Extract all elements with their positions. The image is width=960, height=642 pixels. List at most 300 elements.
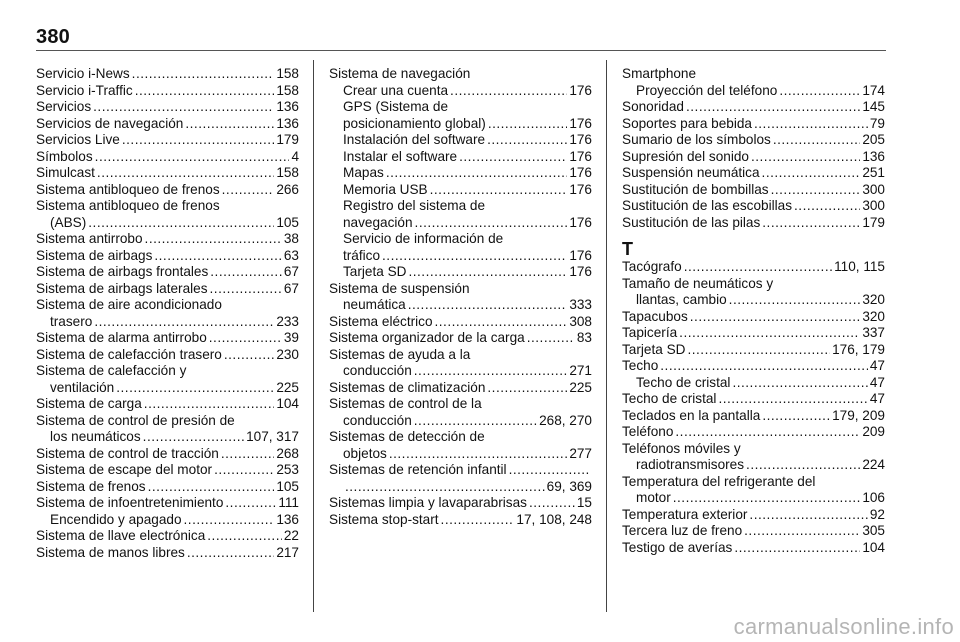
index-entry-label: objetos xyxy=(343,445,387,461)
index-entry-label: Tapacubos xyxy=(622,308,688,324)
index-entry xyxy=(329,495,592,512)
index-entry xyxy=(36,281,299,298)
index-entry-page: 111 xyxy=(278,495,299,510)
leader-dots xyxy=(214,462,274,479)
index-entry-heading: Sistema de calefacción y xyxy=(36,363,187,378)
leader-dots xyxy=(414,413,537,430)
index-entry-label: Sistema de airbags frontales xyxy=(36,264,209,279)
index-entry-label: Sistema de carga xyxy=(36,396,142,411)
leader-dots xyxy=(660,358,868,375)
index-entry-heading: Smartphone xyxy=(622,66,697,81)
index-entry-label: Proyección del teléfono xyxy=(636,82,778,98)
index-entry xyxy=(622,342,885,359)
index-entry-label: Tacógrafo xyxy=(622,259,682,274)
leader-dots xyxy=(435,314,568,331)
index-entry-page: 266 xyxy=(276,181,299,197)
leader-dots xyxy=(143,429,244,446)
index-column-1 xyxy=(36,66,299,561)
index-entry xyxy=(329,314,592,331)
index-entry xyxy=(329,479,592,496)
index-entry-heading: Sistema de aire acondicionado xyxy=(36,297,222,312)
leader-dots xyxy=(209,330,282,347)
index-entry-page: 209 xyxy=(862,424,885,439)
index-entry-label: Sistema de alarma antirrobo xyxy=(36,330,207,345)
leader-dots xyxy=(94,314,274,331)
index-entry xyxy=(329,149,592,166)
index-entry-page: 176 xyxy=(569,115,592,131)
index-entry-label: Crear una cuenta xyxy=(343,82,449,98)
index-entry-page: 174 xyxy=(862,82,885,98)
leader-dots xyxy=(673,490,861,507)
leader-dots xyxy=(718,391,867,408)
index-entry-heading: Tamaño de neumáticos y xyxy=(622,275,774,291)
index-column-3 xyxy=(622,66,885,556)
index-entry-page: 224 xyxy=(862,457,885,472)
index-letter-heading: T xyxy=(622,239,633,259)
index-entry xyxy=(36,66,299,83)
index-entry-page: 253 xyxy=(276,462,299,477)
index-entry-label: Suspensión neumática xyxy=(622,165,760,180)
index-entry-page: 79 xyxy=(869,115,885,131)
index-entry-heading: Registro del sistema de xyxy=(343,198,486,213)
index-entry-label: Sustitución de las pilas xyxy=(622,214,761,230)
index-entry xyxy=(329,512,592,529)
watermark: carmanualsonline.info xyxy=(733,614,954,639)
index-entry xyxy=(36,215,299,232)
index-entry xyxy=(36,380,299,397)
page-number: 380 xyxy=(36,26,70,48)
leader-dots xyxy=(408,297,568,314)
index-entry-label: Sistema de control de tracción xyxy=(36,445,219,461)
index-entry-label: Sistemas de retención infantil xyxy=(329,462,507,477)
leader-dots xyxy=(414,363,568,380)
index-entry-page: 337 xyxy=(862,325,885,340)
index-entry-label: Sustitución de las escobillas xyxy=(622,198,793,213)
leader-dots xyxy=(754,116,868,133)
leader-dots xyxy=(221,446,274,463)
leader-dots xyxy=(450,83,567,100)
index-entry-page: 22 xyxy=(283,528,299,543)
index-entry xyxy=(622,99,885,116)
index-entry-page: 63 xyxy=(283,247,299,263)
leader-dots xyxy=(684,259,832,276)
index-entry xyxy=(36,446,299,463)
index-entry-label: Sistema de infoentretenimiento xyxy=(36,495,224,510)
leader-dots xyxy=(382,248,567,265)
index-entry-page: 158 xyxy=(276,165,299,180)
index-entry-heading: Sistemas de ayuda a la xyxy=(329,346,471,362)
index-entry-page: 39 xyxy=(283,330,299,345)
index-entry-label: Tercera luz de freno xyxy=(622,523,743,538)
leader-dots xyxy=(210,264,282,281)
index-entry xyxy=(329,165,592,182)
index-entry-label: Servicios xyxy=(36,99,92,114)
leader-dots xyxy=(430,182,568,199)
index-entry xyxy=(622,358,885,375)
index-entry-label: Tapicería xyxy=(622,325,678,340)
index-entry-page: 268 xyxy=(276,445,299,461)
index-entry xyxy=(36,429,299,446)
index-entry xyxy=(36,165,299,182)
index-entry-page: 230 xyxy=(276,346,299,362)
leader-dots xyxy=(749,507,867,524)
index-entry-page: 268, 270 xyxy=(539,412,592,428)
index-entry xyxy=(36,132,299,149)
index-entry xyxy=(36,264,299,281)
index-entry xyxy=(329,116,592,133)
index-entry-heading: Temperatura del refrigerante del xyxy=(622,473,816,489)
index-entry xyxy=(36,116,299,133)
leader-dots xyxy=(762,165,861,182)
index-entry-heading: Sistema antibloqueo de frenos xyxy=(36,198,220,213)
index-entry xyxy=(622,116,885,133)
index-entry-label: Techo de cristal xyxy=(636,374,731,390)
index-entry xyxy=(622,375,885,392)
index-entry xyxy=(329,132,592,149)
index-entry-page: 104 xyxy=(862,539,885,555)
leader-dots xyxy=(441,512,515,529)
leader-dots xyxy=(488,116,567,133)
leader-dots xyxy=(207,528,282,545)
leader-dots xyxy=(224,347,274,364)
index-entry-page: 320 xyxy=(862,292,885,307)
index-entry-label: tráfico xyxy=(343,247,381,263)
leader-dots xyxy=(762,408,830,425)
index-entry-page: 145 xyxy=(862,99,885,114)
index-entry-label: Sistemas de climatización xyxy=(329,379,486,395)
index-entry-page: 110, 115 xyxy=(834,259,885,274)
leader-dots xyxy=(527,330,575,347)
index-entry-page: 333 xyxy=(569,297,592,312)
index-entry xyxy=(622,391,885,408)
index-entry-label: Simulcast xyxy=(36,165,95,180)
leader-dots xyxy=(529,495,575,512)
leader-dots xyxy=(116,380,274,397)
index-entry-page: 308 xyxy=(569,313,592,329)
index-entry xyxy=(36,182,299,199)
leader-dots xyxy=(154,248,282,265)
index-entry xyxy=(329,297,592,314)
index-entry-page: 104 xyxy=(276,396,299,411)
index-entry-label: Encendido y apagado xyxy=(50,511,182,527)
leader-dots xyxy=(415,215,568,232)
leader-dots xyxy=(509,462,590,479)
index-entry-label: Sistema de airbags xyxy=(36,247,153,263)
index-entry-page: 107, 317 xyxy=(246,429,299,444)
index-entry-heading: Teléfonos móviles y xyxy=(622,440,741,456)
index-entry-page: 105 xyxy=(276,478,299,494)
leader-dots xyxy=(88,215,274,232)
index-entry-label: Soportes para bebida xyxy=(622,115,752,131)
index-entry-page: 38 xyxy=(283,231,299,246)
column-divider xyxy=(606,60,607,612)
index-entry xyxy=(36,83,299,100)
index-entry-page: 225 xyxy=(569,379,592,395)
index-entry xyxy=(36,479,299,496)
index-entry-label: posicionamiento global) xyxy=(343,115,486,131)
index-entry-label: Sistema de escape del motor xyxy=(36,462,213,477)
index-entry-label: conducción xyxy=(343,412,412,428)
index-entry-label: Sonoridad xyxy=(622,99,684,114)
leader-dots xyxy=(97,165,274,182)
index-entry-page: 92 xyxy=(869,506,885,522)
index-entry-label: Sistema de manos libres xyxy=(36,544,185,560)
index-entry-label: Tarjeta SD xyxy=(343,264,407,279)
index-entry xyxy=(329,330,592,347)
leader-dots xyxy=(779,83,860,100)
leader-dots xyxy=(210,281,282,298)
index-entry xyxy=(36,512,299,529)
index-entry-label: conducción xyxy=(343,363,412,378)
leader-dots xyxy=(746,457,860,474)
index-column-2 xyxy=(329,66,592,528)
index-entry xyxy=(622,198,885,215)
leader-dots xyxy=(751,149,860,166)
index-entry-heading: Sistema de control de presión de xyxy=(36,412,235,428)
index-entry xyxy=(36,347,299,364)
index-entry-label: navegación xyxy=(343,214,413,230)
index-entry-page: 176 xyxy=(569,148,592,164)
index-entry-label: Techo xyxy=(622,358,659,373)
index-entry-heading: GPS (Sistema de xyxy=(343,99,449,114)
index-entry-label: Techo de cristal xyxy=(622,391,717,406)
index-entry-page: 47 xyxy=(869,391,885,406)
leader-dots xyxy=(95,149,290,166)
index-entry-page: 4 xyxy=(291,148,299,164)
index-entry-page: 136 xyxy=(276,115,299,131)
leader-dots xyxy=(148,479,275,496)
index-entry-page: 47 xyxy=(869,374,885,390)
index-entry-page: 67 xyxy=(283,264,299,279)
index-entry-label: (ABS) xyxy=(50,214,87,230)
index-entry xyxy=(622,165,885,182)
index-entry-label: ventilación xyxy=(50,379,115,395)
index-entry xyxy=(36,545,299,562)
leader-dots xyxy=(135,83,275,100)
index-entry xyxy=(622,424,885,441)
index-entry-label: Instalar el software xyxy=(343,148,458,164)
index-entry-label: Sistema stop-start xyxy=(329,511,439,527)
leader-dots xyxy=(225,495,276,512)
index-entry-page: 305 xyxy=(862,523,885,538)
index-entry-label: Sumario de los símbolos xyxy=(622,132,771,147)
index-entry xyxy=(36,396,299,413)
index-entry xyxy=(36,231,299,248)
index-entry-label: Sistema de frenos xyxy=(36,478,146,494)
index-entry-page: 271 xyxy=(569,363,592,378)
index-entry xyxy=(329,83,592,100)
index-entry-label: llantas, cambio xyxy=(636,292,727,307)
leader-dots xyxy=(729,292,861,309)
index-entry xyxy=(36,495,299,512)
leader-dots xyxy=(732,375,867,392)
leader-dots xyxy=(487,380,567,397)
index-entry-page: 300 xyxy=(862,181,885,197)
column-divider xyxy=(313,60,314,612)
index-entry-label: Teléfono xyxy=(622,424,674,439)
index-entry-page: 136 xyxy=(862,148,885,164)
index-entry-label: Sistema organizador de la carga xyxy=(329,330,525,345)
index-entry-label: Sistema antirrobo xyxy=(36,231,143,246)
index-entry xyxy=(622,523,885,540)
index-entry-page: 179 xyxy=(276,132,299,147)
index-entry-page: 179 xyxy=(862,214,885,230)
index-entry xyxy=(622,259,885,276)
index-entry-label: Sistema de llave electrónica xyxy=(36,528,206,543)
leader-dots xyxy=(487,132,567,149)
index-entry xyxy=(329,215,592,232)
leader-dots xyxy=(459,149,567,166)
index-entry-page: 176 xyxy=(569,165,592,180)
leader-dots xyxy=(794,198,860,215)
index-entry-page: 217 xyxy=(276,544,299,560)
index-entry-page: 225 xyxy=(276,379,299,395)
index-entry-page: 179, 209 xyxy=(832,407,885,423)
leader-dots xyxy=(386,165,568,182)
index-entry-heading: Sistema de suspensión xyxy=(329,280,470,296)
index-entry-label: Memoria USB xyxy=(343,181,428,197)
index-entry-label: motor xyxy=(636,490,671,505)
index-entry xyxy=(36,314,299,331)
index-entry xyxy=(622,540,885,557)
index-entry-page: 176 xyxy=(569,264,592,279)
index-entry xyxy=(622,182,885,199)
index-entry-page: 136 xyxy=(276,99,299,114)
index-entry-label: radiotransmisores xyxy=(636,457,745,472)
index-entry-label: Supresión del sonido xyxy=(622,148,749,164)
leader-dots xyxy=(773,132,860,149)
header-rule xyxy=(36,50,886,51)
leader-dots xyxy=(122,132,274,149)
index-entry-page: 69, 369 xyxy=(546,478,592,494)
leader-dots xyxy=(93,99,274,116)
leader-dots xyxy=(408,264,567,281)
index-entry-label: Teclados en la pantalla xyxy=(622,407,761,423)
index-entry-page: 158 xyxy=(276,82,299,98)
leader-dots xyxy=(185,116,274,133)
index-entry-page: 251 xyxy=(862,165,885,180)
index-entry xyxy=(622,132,885,149)
index-entry-page: 233 xyxy=(276,313,299,329)
leader-dots xyxy=(184,512,275,529)
leader-dots xyxy=(744,523,860,540)
index-entry xyxy=(622,309,885,326)
index-entry-page: 320 xyxy=(862,308,885,324)
index-entry-label: los neumáticos xyxy=(50,429,141,444)
index-entry xyxy=(622,83,885,100)
index-entry-page: 300 xyxy=(862,198,885,213)
index-entry xyxy=(622,457,885,474)
index-entry-page: 176 xyxy=(569,181,592,197)
index-entry-page: 158 xyxy=(276,66,299,81)
index-entry-page: 17, 108, 248 xyxy=(516,511,592,527)
index-entry-page: 277 xyxy=(569,445,592,461)
index-entry-label: Servicios Live xyxy=(36,132,120,147)
index-entry-page: 176 xyxy=(569,82,592,98)
index-entry xyxy=(36,248,299,265)
leader-dots xyxy=(686,99,860,116)
index-entry-label: Tarjeta SD xyxy=(622,341,686,357)
index-entry-label: Testigo de averías xyxy=(622,539,733,555)
index-entry-page: 105 xyxy=(276,214,299,230)
leader-dots xyxy=(771,182,861,199)
index-entry xyxy=(622,408,885,425)
index-entry xyxy=(622,507,885,524)
index-entry xyxy=(329,182,592,199)
index-entry xyxy=(329,380,592,397)
index-entry xyxy=(36,149,299,166)
index-entry-page: 47 xyxy=(869,358,885,373)
index-entry-page: 176 xyxy=(569,247,592,263)
index-entry-heading: Sistemas de detección de xyxy=(329,429,485,444)
index-entry xyxy=(329,413,592,430)
index-entry xyxy=(329,363,592,380)
index-entry-page: 106 xyxy=(862,490,885,505)
index-entry xyxy=(329,264,592,281)
index-entry xyxy=(329,462,592,479)
index-entry xyxy=(622,490,885,507)
index-entry-page: 176, 179 xyxy=(832,341,885,357)
index-entry-label: Sistema eléctrico xyxy=(329,313,433,329)
index-entry xyxy=(329,248,592,265)
index-entry-page: 83 xyxy=(576,330,592,345)
leader-dots xyxy=(734,540,860,557)
leader-dots xyxy=(389,446,567,463)
index-entry xyxy=(622,149,885,166)
index-entry-page: 176 xyxy=(569,132,592,147)
leader-dots xyxy=(675,424,860,441)
index-entry-label: Sustitución de bombillas xyxy=(622,181,769,197)
index-entry xyxy=(622,292,885,309)
index-entry-page: 15 xyxy=(576,495,592,510)
leader-dots xyxy=(687,342,830,359)
index-entry-label: Sistema de airbags laterales xyxy=(36,280,208,296)
index-entry xyxy=(36,330,299,347)
leader-dots xyxy=(145,231,282,248)
leader-dots xyxy=(679,325,860,342)
index-entry xyxy=(36,528,299,545)
leader-dots xyxy=(345,479,545,496)
index-entry-label: Instalación del software xyxy=(343,132,486,147)
leader-dots xyxy=(144,396,275,413)
index-entry xyxy=(622,325,885,342)
index-entry xyxy=(36,462,299,479)
index-entry-page: 205 xyxy=(862,132,885,147)
leader-dots xyxy=(762,215,860,232)
index-entry-label: Mapas xyxy=(343,165,384,180)
index-entry xyxy=(622,215,885,232)
leader-dots xyxy=(690,309,861,326)
index-entry-page: 67 xyxy=(283,280,299,296)
index-entry xyxy=(36,99,299,116)
leader-dots xyxy=(187,545,274,562)
index-entry xyxy=(329,446,592,463)
index-entry-label: Servicios de navegación xyxy=(36,115,184,131)
index-entry-label: Servicio i-Traffic xyxy=(36,82,133,98)
index-entry-label: Sistema de calefacción trasero xyxy=(36,346,222,362)
index-entry-label: Servicio i-News xyxy=(36,66,130,81)
index-entry-label: neumática xyxy=(343,297,406,312)
index-entry-label: Sistemas limpia y lavaparabrisas xyxy=(329,495,527,510)
index-entry-page: 136 xyxy=(276,511,299,527)
index-entry-heading: Servicio de información de xyxy=(343,231,504,246)
leader-dots xyxy=(222,182,275,199)
index-entry-page: 176 xyxy=(569,214,592,230)
index-entry-label: trasero xyxy=(50,313,93,329)
index-entry-label: Sistema antibloqueo de frenos xyxy=(36,181,220,197)
index-entry-heading: Sistema de navegación xyxy=(329,66,471,81)
index-entry-label: Símbolos xyxy=(36,148,93,164)
